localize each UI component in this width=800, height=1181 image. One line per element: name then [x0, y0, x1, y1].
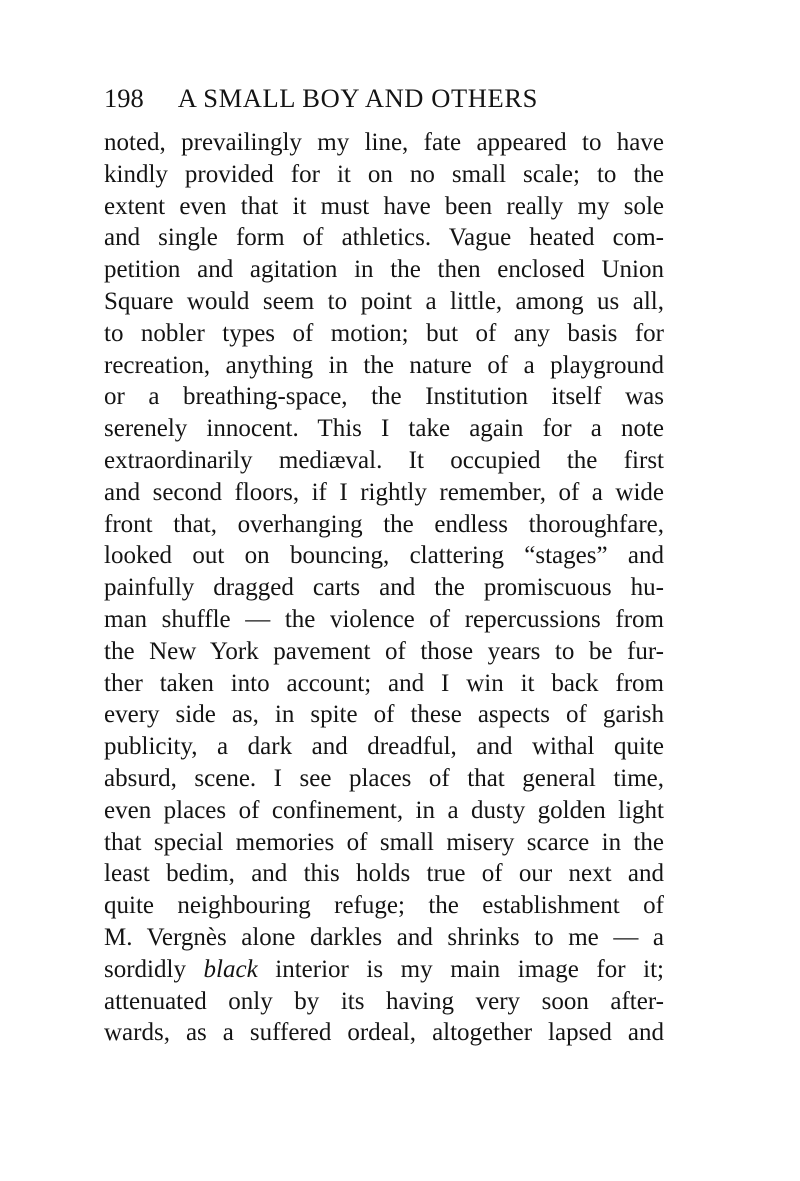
text-line: least bedim, and this holds true of our next and: [104, 860, 664, 888]
text-line: the New York pavement of those years to be fur-: [104, 637, 664, 665]
italic-word: black: [203, 955, 258, 983]
text-line: extraordinarily mediæval. It occupied the first: [104, 446, 664, 474]
text-line: noted, prevailingly my line, fate appeared to have: [104, 129, 664, 156]
text-fragment: sordidly: [104, 955, 204, 983]
text-line: serenely innocent. This I take again for a note: [104, 415, 664, 443]
text-line: kindly provided for it on no small scale; to the: [104, 160, 664, 188]
running-head: [104, 78, 664, 118]
text-line: M. Vergnès alone darkles and shrinks to me — a: [104, 923, 664, 951]
text-line: ther taken into account; and I win it back from: [104, 669, 664, 697]
text-line: front that, overhanging the endless thoroughfare,: [104, 510, 664, 538]
running-title: A SMALL BOY AND OTHERS: [177, 83, 538, 113]
text-line: extent even that it must have been really my sole: [104, 192, 664, 220]
text-line: absurd, scene. I see places of that general time,: [104, 764, 664, 792]
text-line-with-italic: [104, 954, 664, 986]
text-line: petition and agitation in the then enclosed Union: [104, 256, 664, 284]
text-line: or a breathing-space, the Institution itself was: [104, 383, 664, 411]
text-line: attenuated only by its having very soon after-: [104, 987, 664, 1015]
text-line: to nobler types of motion; but of any basis for: [104, 319, 664, 347]
text-line: and second floors, if I rightly remember, of a wide: [104, 478, 664, 506]
text-line: painfully dragged carts and the promiscuous hu-: [104, 574, 664, 602]
text-line: and single form of athletics. Vague heated com-: [104, 224, 664, 252]
text-line: publicity, a dark and dreadful, and withal quite: [104, 733, 664, 761]
text-line: looked out on bouncing, clattering “stages” and: [104, 542, 664, 570]
text-line: Square would seem to point a little, among us all,: [104, 287, 664, 315]
text-fragment: interior is my main image for it;: [257, 955, 664, 983]
text-line: quite neighbouring refuge; the establishment of: [104, 892, 664, 920]
text-line: that special memories of small misery scarce in the: [104, 828, 664, 856]
body-text: [104, 127, 664, 1049]
text-line: every side as, in spite of these aspects of garish: [104, 701, 664, 729]
page-number: 198: [104, 83, 144, 113]
text-line: even places of confinement, in a dusty golden light: [104, 796, 664, 824]
text-line: wards, as a suffered ordeal, altogether lapsed and: [104, 1019, 664, 1047]
text-line: man shuffle — the violence of repercussions from: [104, 605, 664, 633]
text-line: recreation, anything in the nature of a playground: [104, 351, 664, 379]
